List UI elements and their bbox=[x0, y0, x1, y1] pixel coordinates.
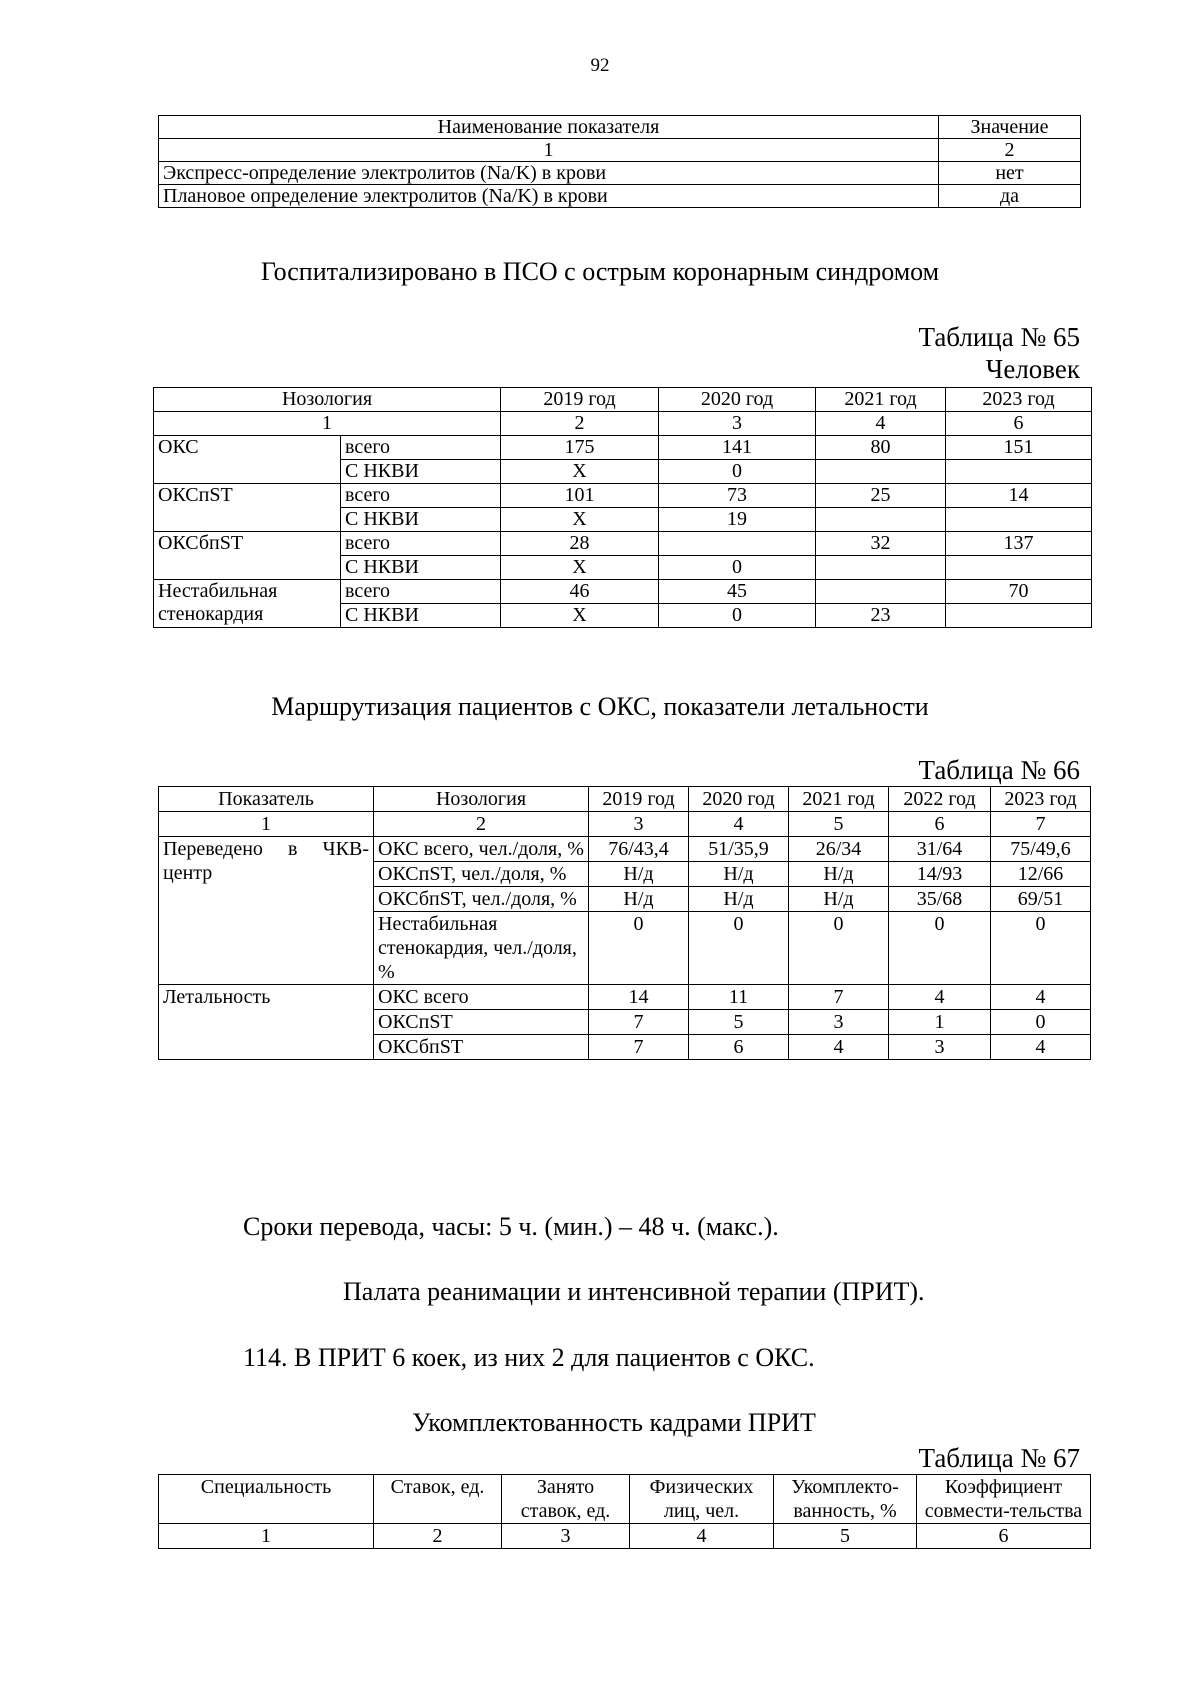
index-cell: 2 bbox=[374, 1524, 502, 1549]
table-cell bbox=[946, 604, 1092, 628]
index-cell: 7 bbox=[991, 812, 1091, 837]
table-header-row bbox=[159, 787, 1091, 812]
table-row bbox=[154, 532, 1092, 556]
index-cell: 4 bbox=[689, 812, 789, 837]
table-cell: 80 bbox=[816, 436, 946, 460]
index-cell: 1 bbox=[159, 1524, 374, 1549]
nosology-cell: ОКСбпST bbox=[154, 532, 341, 580]
indicator-cell: Летальность bbox=[159, 985, 374, 1060]
index-cell: 6 bbox=[946, 412, 1092, 436]
table-index-row bbox=[154, 412, 1092, 436]
header-cell: 2020 год bbox=[689, 787, 789, 812]
table-cell: С НКВИ bbox=[341, 460, 501, 484]
table-cell: 14 bbox=[589, 985, 689, 1010]
table-label-66: Таблица № 66 bbox=[918, 755, 1080, 785]
table-cell: 35/68 bbox=[889, 887, 991, 912]
header-cell: Наименование показателя bbox=[159, 116, 939, 139]
table-cell: 69/51 bbox=[991, 887, 1091, 912]
header-cell: Значение bbox=[939, 116, 1081, 139]
table-cell: 11 bbox=[689, 985, 789, 1010]
table-cell: 5 bbox=[689, 1010, 789, 1035]
table-cell bbox=[816, 580, 946, 604]
beds-paragraph: 114. В ПРИТ 6 коек, из них 2 для пациентов с ОКС. bbox=[243, 1343, 815, 1372]
table-cell: всего bbox=[341, 532, 501, 556]
nosology-cell: Нестабильная стенокардия bbox=[154, 580, 341, 628]
page-number: 92 bbox=[590, 55, 610, 76]
table-cell bbox=[946, 508, 1092, 532]
index-cell: 2 bbox=[939, 139, 1081, 162]
table-cell: 0 bbox=[789, 912, 889, 985]
nosology-cell: ОКСпST bbox=[154, 484, 341, 532]
table-row bbox=[154, 580, 1092, 604]
header-cell: Нозология bbox=[154, 388, 501, 412]
table-cell: Плановое определение электролитов (Na/K) в крови bbox=[159, 185, 939, 208]
table-label-65: Таблица № 65 bbox=[918, 322, 1080, 352]
transfer-time-paragraph: Сроки перевода, часы: 5 ч. (мин.) – 48 ч. (макс.). bbox=[243, 1212, 779, 1241]
table-cell: 46 bbox=[501, 580, 659, 604]
index-cell: 1 bbox=[159, 139, 939, 162]
table-cell: 4 bbox=[789, 1035, 889, 1060]
table-cell: Н/д bbox=[689, 862, 789, 887]
table-cell: 3 bbox=[889, 1035, 991, 1060]
index-cell: 3 bbox=[589, 812, 689, 837]
table-cell: 14/93 bbox=[889, 862, 991, 887]
indicator-table bbox=[158, 115, 1081, 208]
table-cell: 28 bbox=[501, 532, 659, 556]
header-cell: Коэффициент совмести-тельства bbox=[917, 1475, 1091, 1524]
header-cell: Нозология bbox=[374, 787, 589, 812]
header-cell: 2022 год bbox=[889, 787, 991, 812]
header-cell: 2023 год bbox=[946, 388, 1092, 412]
table-cell: 23 bbox=[816, 604, 946, 628]
table-cell: 32 bbox=[816, 532, 946, 556]
table-cell: 14 bbox=[946, 484, 1092, 508]
table-cell: 45 bbox=[659, 580, 816, 604]
table-cell: Х bbox=[501, 604, 659, 628]
table-cell bbox=[816, 460, 946, 484]
table-cell: ОКСбпST bbox=[374, 1035, 589, 1060]
table-row bbox=[159, 985, 1091, 1010]
index-cell: 6 bbox=[889, 812, 991, 837]
header-cell: 2021 год bbox=[816, 388, 946, 412]
table-66 bbox=[158, 786, 1091, 1060]
index-cell: 1 bbox=[159, 812, 374, 837]
table-header-row bbox=[159, 116, 1081, 139]
table-cell: 3 bbox=[789, 1010, 889, 1035]
table-cell: 70 bbox=[946, 580, 1092, 604]
indicator-cell: Переведено в ЧКВ-центр bbox=[159, 837, 374, 985]
table-cell: 26/34 bbox=[789, 837, 889, 862]
index-cell: 1 bbox=[154, 412, 501, 436]
table-cell: Х bbox=[501, 508, 659, 532]
table-index-row bbox=[159, 1524, 1091, 1549]
table-cell: да bbox=[939, 185, 1081, 208]
table-row bbox=[159, 185, 1081, 208]
table-cell: 101 bbox=[501, 484, 659, 508]
index-cell: 2 bbox=[501, 412, 659, 436]
table-cell: 19 bbox=[659, 508, 816, 532]
table-cell bbox=[816, 556, 946, 580]
table-cell: Н/д bbox=[589, 887, 689, 912]
table-cell: С НКВИ bbox=[341, 508, 501, 532]
header-cell: 2019 год bbox=[501, 388, 659, 412]
table-index-row bbox=[159, 812, 1091, 837]
table-cell: 0 bbox=[659, 460, 816, 484]
icu-paragraph: Палата реанимации и интенсивной терапии (ПРИТ). bbox=[343, 1277, 925, 1306]
table-cell: С НКВИ bbox=[341, 604, 501, 628]
index-cell: 6 bbox=[917, 1524, 1091, 1549]
table-cell: Н/д bbox=[689, 887, 789, 912]
table-cell: нет bbox=[939, 162, 1081, 185]
table-cell: 4 bbox=[991, 1035, 1091, 1060]
table-cell: 0 bbox=[991, 1010, 1091, 1035]
index-cell: 5 bbox=[774, 1524, 917, 1549]
table-cell bbox=[946, 556, 1092, 580]
table-cell: 0 bbox=[991, 912, 1091, 985]
table-cell: 4 bbox=[889, 985, 991, 1010]
table-label-67: Таблица № 67 bbox=[918, 1443, 1080, 1473]
table-cell: Н/д bbox=[789, 887, 889, 912]
section-heading-routing: Маршрутизация пациентов с ОКС, показатели летальности bbox=[271, 692, 929, 721]
index-cell: 2 bbox=[374, 812, 589, 837]
nosology-cell: ОКС bbox=[154, 436, 341, 484]
table-header-row bbox=[154, 388, 1092, 412]
table-cell: 7 bbox=[789, 985, 889, 1010]
table-cell: 51/35,9 bbox=[689, 837, 789, 862]
table-header-row bbox=[159, 1475, 1091, 1524]
table-cell: 141 bbox=[659, 436, 816, 460]
table-cell: Нестабильная стенокардия, чел./доля, % bbox=[374, 912, 589, 985]
table-67 bbox=[158, 1474, 1091, 1549]
table-cell: всего bbox=[341, 580, 501, 604]
table-cell: всего bbox=[341, 436, 501, 460]
table-cell bbox=[946, 460, 1092, 484]
table-cell: 7 bbox=[589, 1010, 689, 1035]
table-cell: 73 bbox=[659, 484, 816, 508]
table-cell: ОКСбпST, чел./доля, % bbox=[374, 887, 589, 912]
table-cell: Экспресс-определение электролитов (Na/K) в крови bbox=[159, 162, 939, 185]
header-cell: 2020 год bbox=[659, 388, 816, 412]
table-row bbox=[154, 436, 1092, 460]
table-cell: 137 bbox=[946, 532, 1092, 556]
table-cell bbox=[659, 532, 816, 556]
index-cell: 4 bbox=[630, 1524, 774, 1549]
table-index-row bbox=[159, 139, 1081, 162]
table-cell: 0 bbox=[589, 912, 689, 985]
table-cell: 6 bbox=[689, 1035, 789, 1060]
table-cell: С НКВИ bbox=[341, 556, 501, 580]
index-cell: 5 bbox=[789, 812, 889, 837]
table-cell: Х bbox=[501, 556, 659, 580]
table-cell: ОКС всего bbox=[374, 985, 589, 1010]
table-cell: 0 bbox=[689, 912, 789, 985]
table-cell: всего bbox=[341, 484, 501, 508]
table-cell: ОКСпST bbox=[374, 1010, 589, 1035]
header-cell: Укомплекто-ванность, % bbox=[774, 1475, 917, 1524]
table-unit-65: Человек bbox=[985, 354, 1080, 384]
table-cell: 76/43,4 bbox=[589, 837, 689, 862]
header-cell: 2023 год bbox=[991, 787, 1091, 812]
table-cell: 75/49,6 bbox=[991, 837, 1091, 862]
table-cell: 31/64 bbox=[889, 837, 991, 862]
table-cell: 151 bbox=[946, 436, 1092, 460]
table-cell: 1 bbox=[889, 1010, 991, 1035]
header-cell: 2019 год bbox=[589, 787, 689, 812]
section-heading-hospitalized: Госпитализировано в ПСО с острым коронарным синдромом bbox=[260, 257, 940, 286]
index-cell: 3 bbox=[659, 412, 816, 436]
header-cell: Занято ставок, ед. bbox=[502, 1475, 630, 1524]
table-row bbox=[159, 162, 1081, 185]
table-row bbox=[154, 484, 1092, 508]
section-heading-staffing: Укомплектованность кадрами ПРИТ bbox=[412, 1408, 816, 1437]
table-cell: ОКС всего, чел./доля, % bbox=[374, 837, 589, 862]
table-cell: 0 bbox=[659, 556, 816, 580]
table-row bbox=[159, 837, 1091, 862]
table-cell: Н/д bbox=[589, 862, 689, 887]
table-cell: 0 bbox=[889, 912, 991, 985]
table-cell: 4 bbox=[991, 985, 1091, 1010]
table-cell: 7 bbox=[589, 1035, 689, 1060]
table-cell: 25 bbox=[816, 484, 946, 508]
index-cell: 4 bbox=[816, 412, 946, 436]
header-cell: Показатель bbox=[159, 787, 374, 812]
header-cell: 2021 год bbox=[789, 787, 889, 812]
header-cell: Специальность bbox=[159, 1475, 374, 1524]
index-cell: 3 bbox=[502, 1524, 630, 1549]
header-cell: Физических лиц, чел. bbox=[630, 1475, 774, 1524]
table-cell bbox=[816, 508, 946, 532]
table-cell: Н/д bbox=[789, 862, 889, 887]
table-65 bbox=[153, 387, 1092, 628]
table-cell: Х bbox=[501, 460, 659, 484]
table-cell: 0 bbox=[659, 604, 816, 628]
table-cell: 12/66 bbox=[991, 862, 1091, 887]
header-cell: Ставок, ед. bbox=[374, 1475, 502, 1524]
table-cell: ОКСпST, чел./доля, % bbox=[374, 862, 589, 887]
table-cell: 175 bbox=[501, 436, 659, 460]
